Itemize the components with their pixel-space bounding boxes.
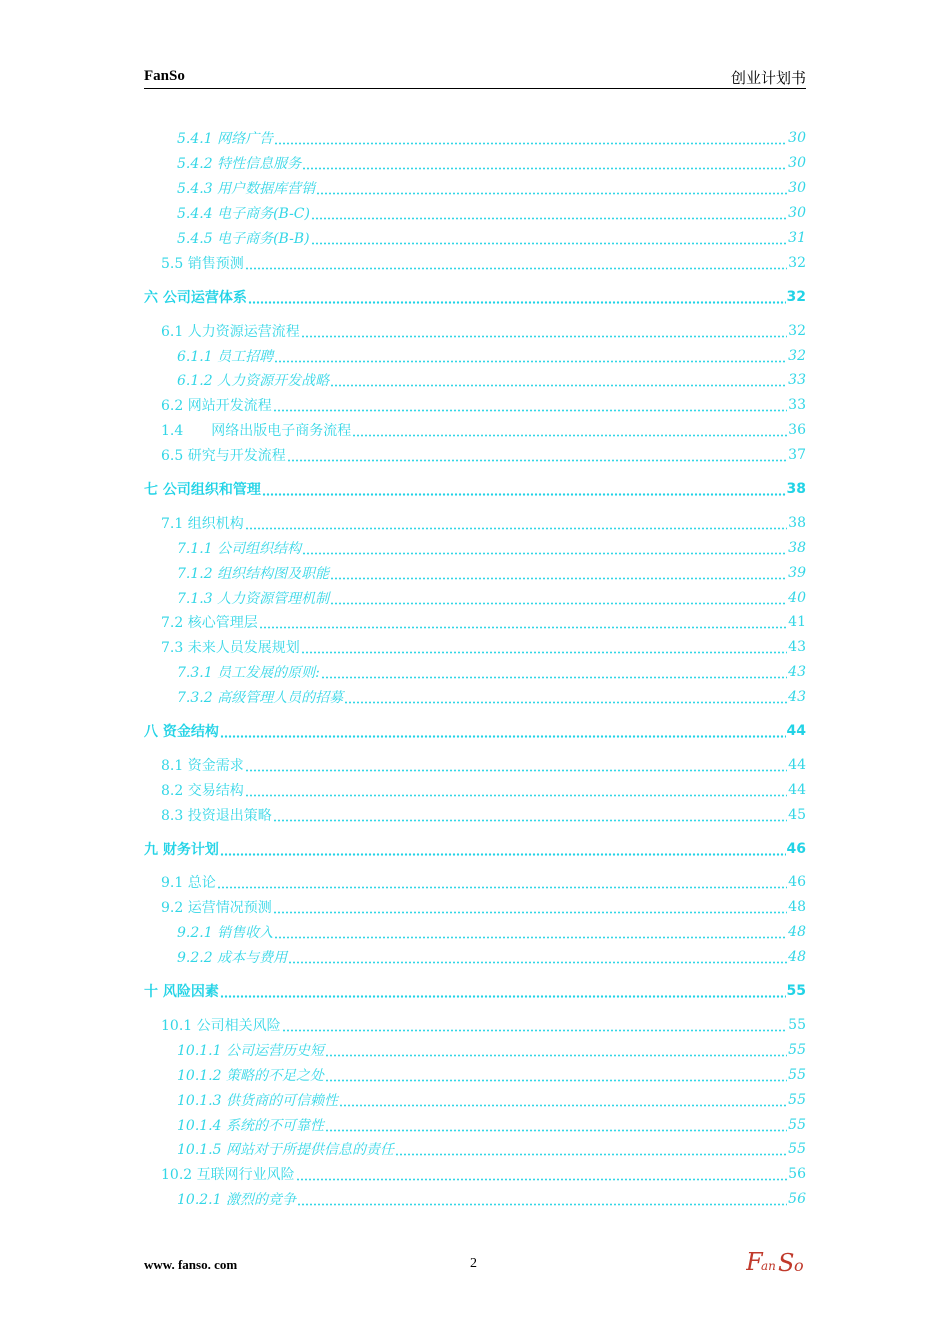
toc-entry-title: 5.4.3 用户数据库营销 [177,181,316,198]
toc-entry-title: 5.4.2 特性信息服务 [177,156,302,173]
toc-entry-title: 5.4.5 电子商务(B-B) [177,231,310,247]
toc-entry-title: 十 风险因素 [144,984,219,1001]
toc-dot-leader [274,130,787,146]
toc-entry[interactable] [144,1013,806,1038]
toc-entry-page: 36 [788,422,806,439]
toc-entry-title: 6.1.1 员工招聘 [177,348,274,365]
header-document-title: 创业计划书 [730,69,806,87]
toc-entry[interactable] [144,418,806,443]
toc-entry[interactable] [144,284,806,309]
toc-entry-title: 六 公司运营体系 [144,289,247,306]
toc-dot-leader [296,1166,788,1182]
svg-text:an: an [761,1259,776,1273]
toc-dot-leader [245,515,787,531]
toc-entry[interactable] [144,126,806,151]
toc-entry-title: 5.4.1 网络广告 [177,131,274,148]
toc-entry-title: 8.1 资金需求 [161,757,244,774]
toc-entry[interactable] [144,201,806,226]
toc-entry-title: 10.1.1 公司运营历史短 [177,1042,324,1059]
toc-entry-title: 七 公司组织和管理 [144,482,261,499]
toc-dot-leader [220,841,786,857]
toc-entry-title: 10.2 互联网行业风险 [161,1167,295,1184]
toc-entry-page: 55 [788,1016,806,1033]
toc-entry[interactable] [144,979,806,1004]
toc-entry-page: 37 [788,447,806,464]
toc-entry[interactable] [144,393,806,418]
toc-entry[interactable] [144,1137,806,1162]
toc-entry[interactable] [144,535,806,560]
toc-entry[interactable] [144,802,806,827]
toc-entry[interactable] [144,1062,806,1087]
toc-entry-page: 33 [788,397,806,414]
toc-entry[interactable] [144,685,806,710]
toc-dot-leader [325,1042,787,1058]
toc-entry[interactable] [144,250,806,275]
toc-dot-leader [330,565,787,581]
toc-entry-title: 10.1.4 系统的不可靠性 [177,1117,324,1134]
toc-entry-page: 44 [788,756,806,773]
toc-entry[interactable] [144,477,806,502]
toc-entry-title: 10.1.5 网站对于所提供信息的责任 [177,1142,394,1159]
toc-dot-leader [297,1191,787,1207]
toc-entry-title: 7.1.1 公司组织结构 [177,540,302,557]
toc-entry-page: 45 [788,806,806,823]
toc-dot-leader [330,590,787,606]
toc-entry-page: 55 [788,1041,806,1058]
toc-entry-page: 43 [788,689,806,706]
toc-dot-leader [220,983,786,999]
toc-entry[interactable] [144,226,806,251]
toc-entry[interactable] [144,151,806,176]
toc-dot-leader [273,397,787,413]
toc-entry-page: 38 [788,539,806,556]
toc-entry[interactable] [144,719,806,744]
toc-dot-leader [325,1117,787,1133]
toc-entry[interactable] [144,870,806,895]
toc-dot-leader [220,723,786,739]
toc-entry-page: 41 [788,614,806,631]
toc-entry-title: 八 资金结构 [144,724,219,741]
toc-dot-leader [301,323,787,339]
footer-url: www. fanso. com [144,1257,238,1272]
toc-dot-leader [274,924,787,940]
toc-entry[interactable] [144,610,806,635]
toc-dot-leader [217,874,787,890]
toc-entry[interactable] [144,752,806,777]
toc-entry[interactable] [144,635,806,660]
toc-entry-title: 8.3 投资退出策略 [161,807,272,824]
toc-entry-title: 6.2 网站开发流程 [161,398,272,415]
toc-dot-leader [288,949,787,965]
toc-entry-title: 5.4.4 电子商务(B-C) [177,206,310,223]
svg-text:F: F [746,1248,763,1276]
toc-entry-page: 55 [788,1116,806,1133]
toc-entry-page: 39 [788,564,806,581]
toc-entry-title: 7.3.2 高级管理人员的招募 [177,690,344,707]
toc-dot-leader [321,664,787,680]
toc-dot-leader [273,899,787,915]
toc-entry-page: 56 [788,1191,806,1208]
toc-entry-page: 55 [786,983,806,1000]
toc-entry-page: 30 [788,130,806,147]
toc-entry-page: 30 [788,205,806,222]
toc-entry-page: 40 [788,589,806,606]
toc-entry-page: 32 [788,347,806,364]
toc-entry[interactable] [144,318,806,343]
toc-dot-leader [302,155,787,171]
toc-entry[interactable] [144,660,806,685]
toc-entry[interactable] [144,343,806,368]
toc-entry-page: 55 [788,1091,806,1108]
toc-entry-title: 7.3.1 员工发展的原则: [177,665,320,682]
toc-entry[interactable] [144,1087,806,1112]
toc-dot-leader [301,639,787,655]
toc-entry-page: 30 [788,155,806,172]
toc-dot-leader [248,289,786,305]
toc-dot-leader [282,1017,788,1033]
toc-dot-leader [273,807,787,823]
toc-entry-page: 46 [788,874,806,891]
svg-text:S: S [778,1249,795,1276]
fanso-logo [746,1246,808,1276]
footer-page-number: 2 [470,1256,477,1271]
toc-entry-title: 6.1.2 人力资源开发战略 [177,373,330,390]
toc-entry-title: 10.2.1 激烈的竞争 [177,1192,296,1209]
toc-entry[interactable] [144,1037,806,1062]
toc-dot-leader [245,255,787,271]
toc-entry[interactable] [144,777,806,802]
toc-entry-page: 38 [788,514,806,531]
toc-entry[interactable] [144,585,806,610]
toc-entry-page: 48 [788,924,806,941]
toc-dot-leader [287,447,787,463]
toc-entry[interactable] [144,443,806,468]
toc-entry-page: 30 [788,180,806,197]
toc-entry-title: 6.5 研究与开发流程 [161,448,286,465]
toc-entry-title: 九 财务计划 [144,841,219,858]
toc-entry[interactable] [144,920,806,945]
toc-entry-title: 10.1 公司相关风险 [161,1017,281,1034]
toc-entry-page: 43 [788,639,806,656]
toc-dot-leader [259,614,787,630]
toc-entry[interactable] [144,1112,806,1137]
toc-dot-leader [352,422,787,438]
toc-dot-leader [274,348,787,364]
toc-dot-leader [339,1092,787,1108]
toc-dot-leader [245,782,787,798]
toc-entry[interactable] [144,945,806,970]
toc-entry-title: 7.3 未来人员发展规划 [161,640,300,657]
toc-dot-leader [245,757,787,773]
toc-dot-leader [311,205,787,221]
toc-dot-leader [395,1141,787,1157]
toc-entry-title: 5.5 销售预测 [161,255,244,272]
toc-entry-page: 48 [788,899,806,916]
toc-entry-title: 9.2.2 成本与费用 [177,950,288,967]
toc-entry[interactable] [144,1162,806,1187]
toc-dot-leader [330,372,787,388]
toc-entry-page: 33 [788,372,806,389]
toc-entry-title: 6.1 人力资源运营流程 [161,323,300,340]
toc-entry-page: 55 [788,1141,806,1158]
toc-dot-leader [316,180,787,196]
toc-entry-title: 7.2 核心管理层 [161,615,258,632]
toc-dot-leader [302,540,787,556]
toc-entry-title: 7.1 组织机构 [161,515,244,532]
toc-entry[interactable] [144,836,806,861]
toc-entry-page: 55 [788,1066,806,1083]
toc-entry-page: 31 [788,230,806,246]
toc-entry[interactable] [144,560,806,585]
toc-entry-page: 32 [788,322,806,339]
toc-entry-title: 1.4 网络出版电子商务流程 [161,423,352,440]
toc-entry[interactable] [144,1187,806,1212]
toc-entry[interactable] [144,895,806,920]
header-brand: FanSo [144,68,185,84]
toc-entry-title: 9.2 运营情况预测 [161,900,272,917]
toc-entry-title: 8.2 交易结构 [161,782,244,799]
toc-entry-page: 44 [788,781,806,798]
toc-entry[interactable] [144,510,806,535]
toc-entry-title: 7.1.3 人力资源管理机制 [177,590,330,607]
toc-dot-leader [344,689,787,705]
page-header [144,66,806,89]
toc-entry-page: 43 [788,664,806,681]
toc-entry[interactable] [144,368,806,393]
toc-entry-page: 32 [786,288,806,305]
toc-entry-title: 10.1.2 策略的不足之处 [177,1067,324,1084]
toc-entry-title: 9.2.1 销售收入 [177,925,274,942]
toc-dot-leader [262,481,786,497]
toc-entry-title: 9.1 总论 [161,875,216,892]
toc-entry-page: 44 [786,723,806,740]
svg-text:o: o [794,1256,804,1275]
toc-dot-leader [311,230,788,246]
toc-entry-title: 7.1.2 组织结构图及职能 [177,565,330,582]
toc-dot-leader [325,1067,787,1083]
toc-entry-title: 10.1.3 供货商的可信赖性 [177,1092,338,1109]
toc-entry-page: 48 [788,949,806,966]
toc-entry[interactable] [144,176,806,201]
toc-entry-page: 46 [786,840,806,857]
toc-entry-page: 32 [788,254,806,271]
toc-entry-page: 38 [786,481,806,498]
table-of-contents [144,126,806,1212]
toc-entry-page: 56 [788,1166,806,1183]
